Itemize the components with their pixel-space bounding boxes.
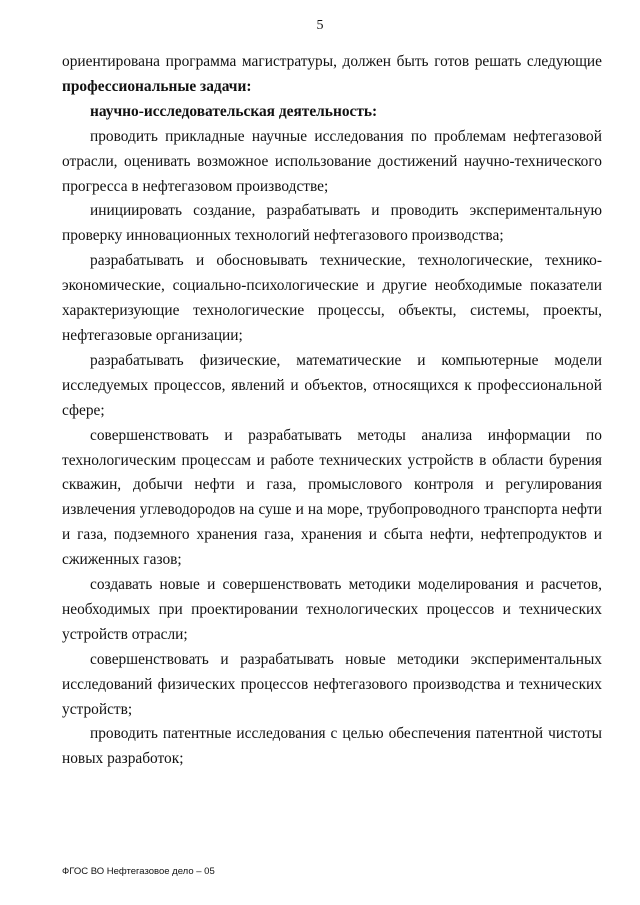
- intro-text: ориентирована программа магистратуры, должен быть готов решать следующие: [62, 53, 602, 70]
- task-paragraph: разрабатывать и обосновывать технические, технологические, технико-экономические, социально-психологические и другие необходимые показатели характеризующие технологические процессы, объекты, системы, проекты, нефтегазовые организации;: [62, 252, 602, 344]
- task-paragraph: создавать новые и совершенствовать методики моделирования и расчетов, необходимых при проектировании технологических процессов и технических устройств отрасли;: [62, 576, 602, 643]
- intro-bold-label: профессиональные задачи:: [62, 77, 252, 95]
- document-footer: ФГОС ВО Нефтегазовое дело – 05: [62, 866, 215, 877]
- task-paragraph: совершенствовать и разрабатывать новые методики экспериментальных исследований физических процессов нефтегазового производства и технических устройств;: [62, 650, 602, 718]
- task-paragraph: совершенствовать и разрабатывать методы анализа информации по технологическим процессам и работе технических устройств в области бурения скважин, добычи нефти и газа, промыслового контроля и регулирования извлечения углеводородов на суше и на море, трубопроводного транспорта нефти и газа, подземного хранения газа, хранения и сбыта нефти, нефтепродуктов и сжиженных газов;: [62, 426, 602, 569]
- task-paragraph: проводить прикладные научные исследования по проблемам нефтегазовой отрасли, оценивать возможное использование достижений научно-технического прогресса в нефтегазовом производстве;: [62, 127, 602, 195]
- document-body: [62, 50, 602, 772]
- task-paragraph: инициировать создание, разрабатывать и проводить экспериментальную проверку инновационных технологий нефтегазового производства;: [62, 202, 602, 245]
- page-number: 5: [316, 18, 324, 33]
- intro-paragraph: [62, 50, 602, 100]
- task-paragraph: проводить патентные исследования с целью обеспечения патентной чистоты новых разработок;: [62, 725, 602, 768]
- section-heading: научно-исследовательская деятельность:: [90, 102, 378, 120]
- task-paragraph: разрабатывать физические, математические и компьютерные модели исследуемых процессов, явлений и объектов, относящихся к профессиональной сфере;: [62, 351, 602, 419]
